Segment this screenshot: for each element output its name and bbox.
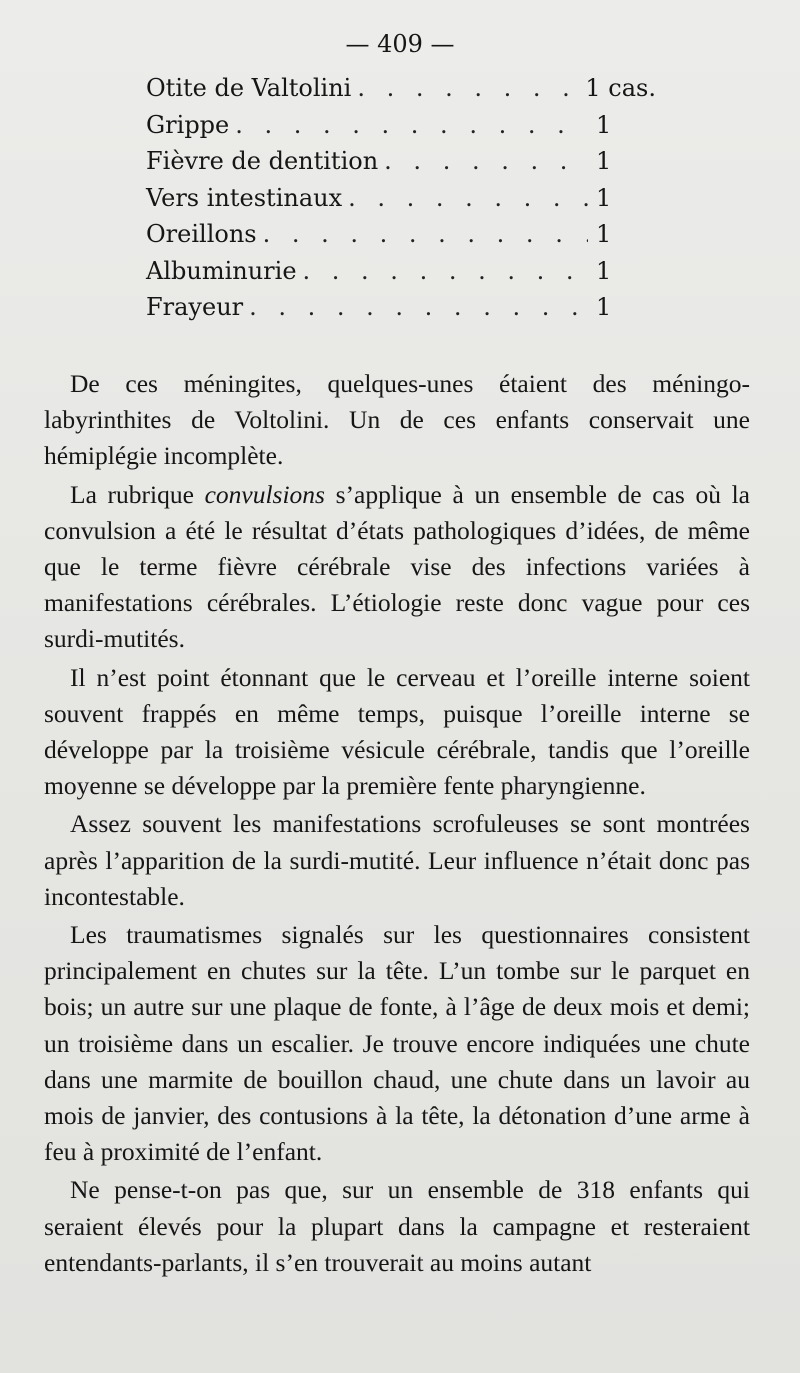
dot-leader [263,220,588,248]
case-name: Grippe [146,110,230,139]
list-item [146,147,656,184]
page-number: — 409 — [345,30,455,58]
list-item [146,184,656,221]
list-item [146,74,656,111]
dot-leader [357,74,577,102]
paragraph-meningites: De ces méningites, quelques-unes étaient des méningo-labyrinthites de Voltolini. Un de ces enfants conservait une hémiplégie incomplète. [44,369,750,471]
paragraph-text: La rubrique [70,479,205,509]
dot-leader [384,147,588,175]
cases-list [146,74,656,330]
case-count: 1 [596,110,612,139]
dot-leader [249,293,588,321]
paragraph-traumatismes: Les traumatismes signalés sur les questionnaires consistent principalement en chutes sur la tête. L’un tombe sur le parquet en bois; un autre sur une plaque de fonte, à l’âge de deux mois et demi; un troisième dans un escalier. Je trouve encore indiquées une chute dans une marmite de bouillon chaud, une chute dans un lavoir au mois de janvier, des contusions à la tête, la détonation d’une arme à feu à proximité de l’enfant. [44,920,750,1167]
case-count: 1 [596,183,612,212]
list-item [146,111,656,148]
case-name: Albuminurie [146,256,297,285]
list-item [146,220,656,257]
case-count: 1 cas. [585,74,656,102]
body-text [44,366,750,1281]
paragraph-oreille-interne: Il n’est point étonnant que le cerveau et l’oreille interne soient souvent frappés en même temps, puisque l’oreille interne se développe par la troisième vésicule cérébrale, tandis que l’oreille moyenne se développe par la première fente pharyngienne. [44,662,750,801]
dot-leader [235,111,588,139]
paragraph-enfants: Ne pense-t-on pas que, sur un ensemble de 318 enfants qui seraient élevés pour la plupart dans la campagne et resteraient entendants-parlants, il s’en trouverait au moins autant [44,1175,750,1277]
dot-leader [303,257,588,285]
dot-leader [348,184,588,212]
paragraph-scrofuleuses: Assez souvent les manifestations scrofuleuses se sont montrées après l’apparition de la surdi-mutité. Leur influence n’était donc pas incontestable. [44,809,750,911]
case-name: Frayeur [146,293,244,321]
case-name: Vers intestinaux [146,183,343,212]
case-count: 1 [596,220,612,248]
case-count: 1 [596,147,612,175]
paragraph-convulsions [44,477,750,658]
list-item [146,257,656,294]
case-name: Otite de Valtolini [146,74,352,102]
italic-term: convulsions [204,479,325,509]
case-name: Fièvre de dentition [146,147,379,175]
list-item [146,293,656,330]
case-count: 1 [596,293,612,321]
case-count: 1 [596,256,612,285]
case-name: Oreillons [146,220,257,248]
paragraph-text: s’applique à un ensemble de cas où la convulsion a été le résultat d’états pathologiques d’idées, de même que le terme fièvre cérébrale vise des infections variées à manifestations cérébrales. L’étiologie reste donc vague pour ces surdi-mutités. [44,479,751,654]
